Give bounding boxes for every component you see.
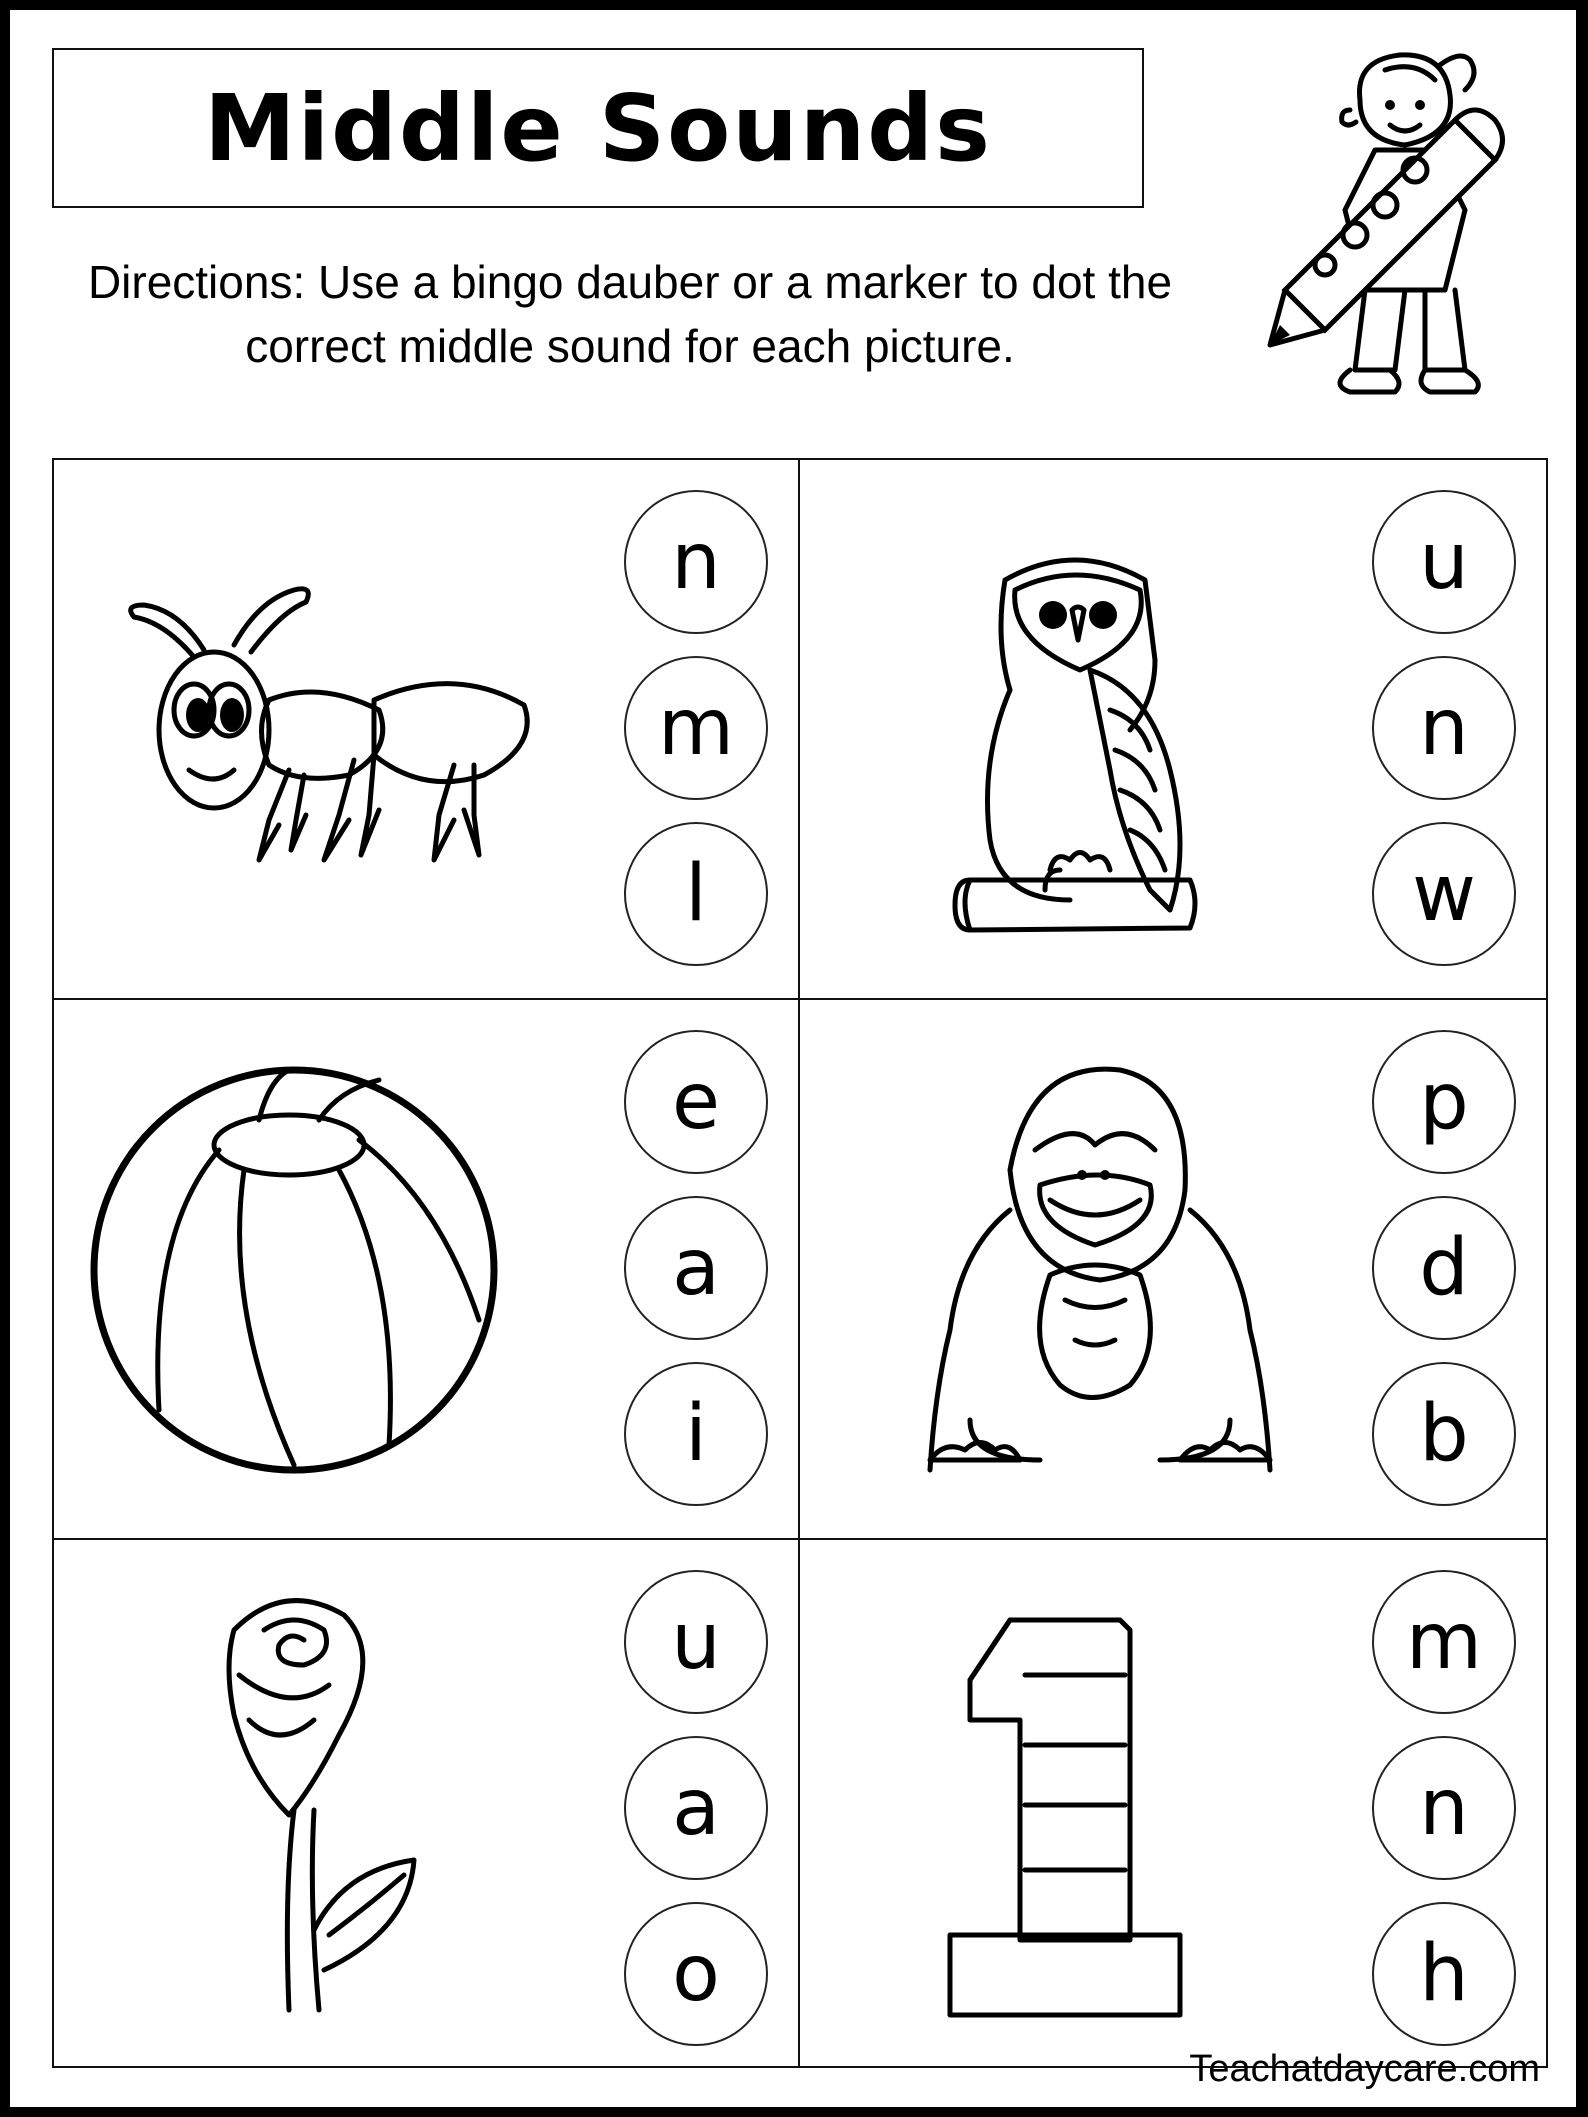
worksheet-page	[10, 10, 1576, 2107]
letter-choice[interactable]: n	[624, 490, 768, 634]
owl-icon	[820, 500, 1320, 950]
letter-choice[interactable]: n	[1372, 656, 1516, 800]
item-card	[54, 1000, 800, 1540]
picture-grid	[52, 458, 1548, 2068]
one-icon	[820, 1580, 1320, 2030]
rose-icon	[74, 1580, 574, 2030]
item-card	[54, 460, 800, 1000]
footer-credit: Teachatdaycare.com	[1189, 2048, 1540, 2090]
item-card	[800, 460, 1546, 1000]
letter-choice[interactable]: d	[1372, 1196, 1516, 1340]
girl-with-pencil-icon	[1265, 40, 1555, 410]
letter-choice[interactable]: n	[1372, 1736, 1516, 1880]
letter-choice[interactable]: i	[624, 1362, 768, 1506]
letter-choice[interactable]: u	[624, 1570, 768, 1714]
letter-choice[interactable]: e	[624, 1030, 768, 1174]
item-card	[800, 1540, 1546, 2066]
letter-choices	[624, 1030, 768, 1506]
letter-choices	[1372, 1030, 1516, 1506]
letter-choice[interactable]: w	[1372, 822, 1516, 966]
letter-choices	[1372, 1570, 1516, 2046]
letter-choice[interactable]: m	[624, 656, 768, 800]
ball-icon	[74, 1040, 574, 1490]
letter-choices	[624, 490, 768, 966]
ant-icon	[74, 500, 574, 950]
page-title: Middle Sounds	[204, 74, 992, 182]
gorilla-icon	[820, 1040, 1320, 1490]
item-card	[54, 1540, 800, 2066]
letter-choice[interactable]: l	[624, 822, 768, 966]
letter-choice[interactable]: m	[1372, 1570, 1516, 1714]
directions-text: Directions: Use a bingo dauber or a marker to dot the correct middle sound for each picture.	[87, 256, 1173, 372]
letter-choices	[624, 1570, 768, 2046]
letter-choices	[1372, 490, 1516, 966]
letter-choice[interactable]: p	[1372, 1030, 1516, 1174]
item-card	[800, 1000, 1546, 1540]
letter-choice[interactable]: a	[624, 1736, 768, 1880]
letter-choice[interactable]: o	[624, 1902, 768, 2046]
title-box	[52, 48, 1144, 208]
letter-choice[interactable]: a	[624, 1196, 768, 1340]
letter-choice[interactable]: b	[1372, 1362, 1516, 1506]
letter-choice[interactable]: h	[1372, 1902, 1516, 2046]
letter-choice[interactable]: u	[1372, 490, 1516, 634]
